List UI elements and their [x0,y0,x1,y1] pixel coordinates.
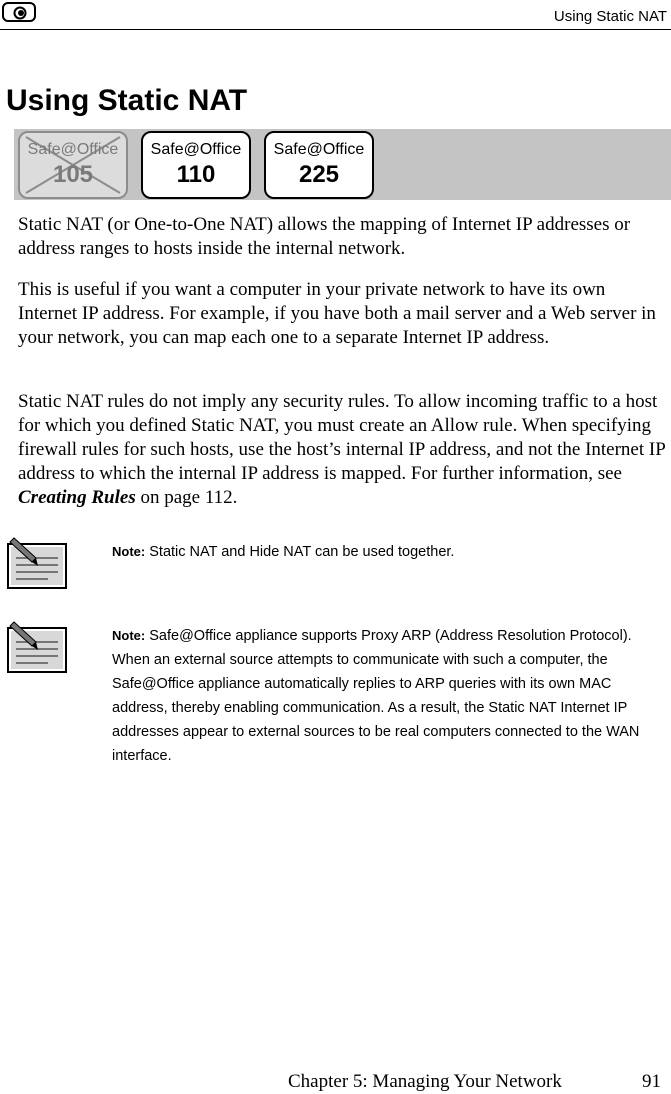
product-badge-name: Safe@Office [150,141,242,158]
footer-page-number: 91 [642,1071,661,1092]
creating-rules-link[interactable]: Creating Rules [18,487,136,508]
note-2 [112,624,652,768]
running-head: Using Static NAT [553,8,667,25]
product-badge-model: 110 [176,161,216,188]
paragraph-intro: Static NAT (or One-to-One NAT) allows the mapping of Internet IP addresses or address ranges to hosts inside the internal network. [18,214,631,259]
note-body: Safe@Office appliance supports Proxy ARP (Address Resolution Protocol). When an external source attempts to communicate with such a computer, the Safe@Office appliance automatically replies to ARP queries with its own MAC address, thereby enabling communication. As a result, the Static NAT Internet IP addresses appear to external sources to be real computers connected to the WAN interface. [112,628,640,764]
note-1 [112,540,652,564]
product-badge-110 [141,131,251,199]
paragraph-security-text: Static NAT rules do not imply any security rules. To allow incoming traffic to a host for which you defined Static NAT, you must create an Allow rule. When specifying firewall rules for such hosts, use the host’s internal IP address, and not the Internet IP address to which the internal IP address is mapped. For further information, see [18,391,666,484]
note-icon [2,536,70,592]
product-badge-model: 225 [298,161,340,188]
paragraph-security [18,390,668,510]
product-badge-name: Safe@Office [27,141,119,158]
paragraph-security-tail: on page 112. [135,487,238,508]
product-badge-name: Safe@Office [273,141,365,158]
product-badge-225 [264,131,374,199]
product-badge-105 [18,131,128,199]
note-label: Note: [112,544,146,559]
header-rule [0,29,671,30]
footer-chapter-title: Chapter 5: Managing Your Network [288,1071,562,1092]
page-title: Using Static NAT [6,84,248,117]
header-logo-icon [2,2,36,22]
note-body: Static NAT and Hide NAT can be used together. [145,544,455,560]
product-badge-model: 105 [52,161,94,188]
note-label: Note: [112,628,146,643]
note-icon [2,620,70,676]
paragraph-usage: This is useful if you want a computer in your private network to have its own Internet IP address. For example, if you have both a mail server and a Web server in your network, you can map each one to a separate Internet IP address. [18,279,656,348]
